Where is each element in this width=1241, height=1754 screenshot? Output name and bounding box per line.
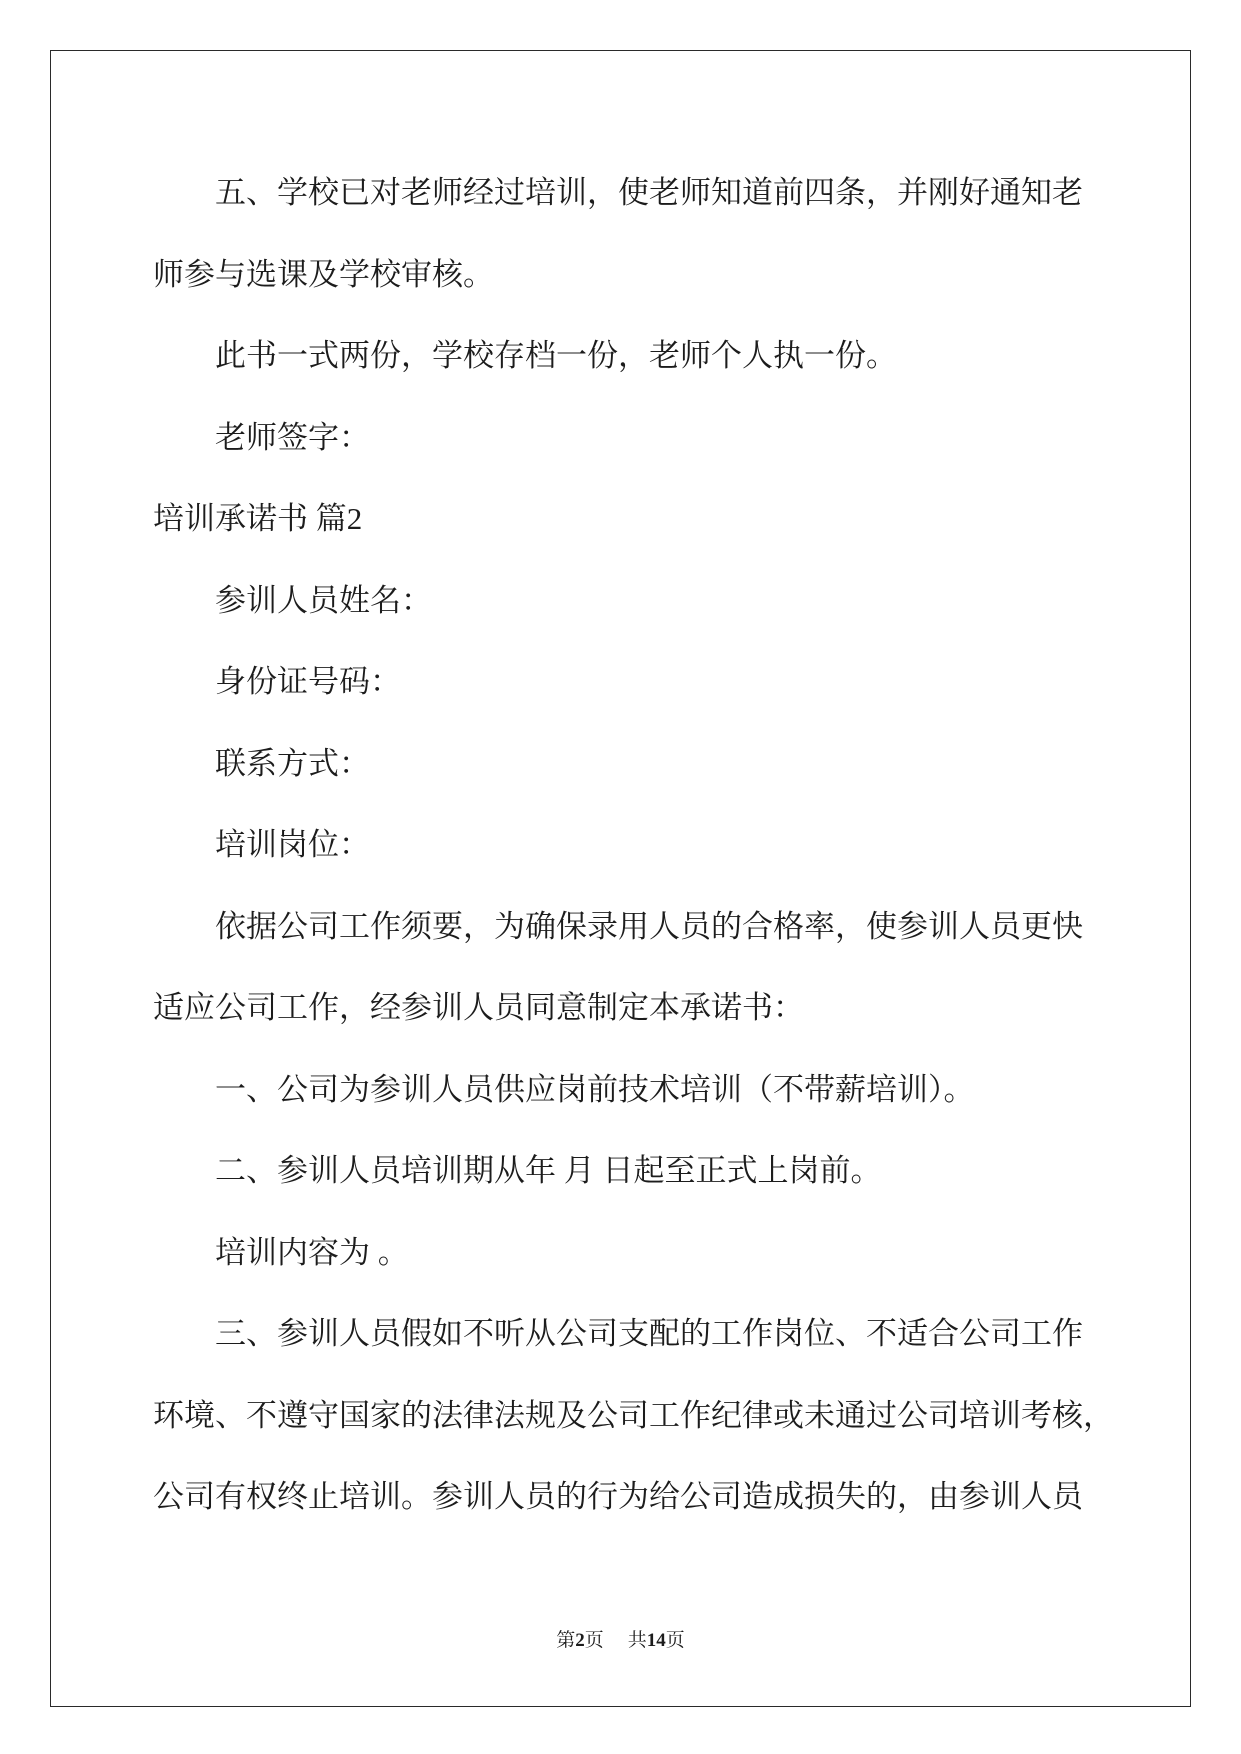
text-line: 培训内容为 。	[215, 1234, 409, 1270]
total-prefix: 共	[627, 1630, 647, 1651]
text-line: 适应公司工作，经参训人员同意制定本承诺书：	[153, 990, 804, 1025]
page-number: 2	[575, 1630, 585, 1651]
clause-three	[153, 1293, 1153, 1538]
paragraph-copies	[153, 315, 1153, 397]
text-line: 依据公司工作须要，为确保录用人员的合格率，使参训人员更快	[215, 908, 1083, 944]
page-prefix: 第	[556, 1630, 576, 1651]
clause-one	[153, 1049, 1153, 1131]
field-id-number	[153, 641, 1153, 723]
text-line: 培训岗位：	[215, 827, 370, 862]
text-line: 师参与选课及学校审核。	[153, 256, 494, 292]
document-body	[153, 152, 1153, 1538]
field-contact	[153, 723, 1153, 805]
text-line: 参训人员姓名：	[215, 582, 432, 618]
paragraph-preamble	[153, 886, 1153, 1049]
field-training-position	[153, 804, 1153, 886]
clause-two	[153, 1130, 1153, 1212]
paragraph-teacher-training	[153, 152, 1153, 315]
text-line: 联系方式：	[215, 745, 370, 781]
text-line: 老师签字：	[215, 419, 370, 455]
total-pages: 14	[646, 1630, 666, 1651]
text-line: 二、参训人员培训期从年 月 日起至正式上岗前。	[215, 1153, 882, 1188]
text-line: 三、参训人员假如不听从公司支配的工作岗位、不适合公司工作	[215, 1316, 1083, 1351]
field-trainee-name	[153, 560, 1153, 642]
training-content	[153, 1212, 1153, 1294]
section-heading: 培训承诺书 篇2	[153, 501, 363, 536]
text-line: 一、公司为参训人员供应岗前技术培训（不带薪培训）。	[215, 1071, 975, 1107]
text-line: 此书一式两份，学校存档一份，老师个人执一份。	[215, 338, 897, 373]
text-line: 公司有权终止培训。参训人员的行为给公司造成损失的，由参训人员	[153, 1479, 1083, 1514]
total-suffix: 页	[665, 1630, 685, 1651]
paragraph-teacher-signature	[153, 397, 1153, 479]
page-suffix: 页	[584, 1630, 604, 1651]
text-line: 身份证号码：	[215, 664, 401, 699]
text-line: 五、学校已对老师经过培训，使老师知道前四条，并刚好通知老	[215, 175, 1083, 210]
page-footer	[0, 1629, 1241, 1653]
text-line: 环境、不遵守国家的法律法规及公司工作纪律或未通过公司培训考核，	[153, 1397, 1114, 1433]
